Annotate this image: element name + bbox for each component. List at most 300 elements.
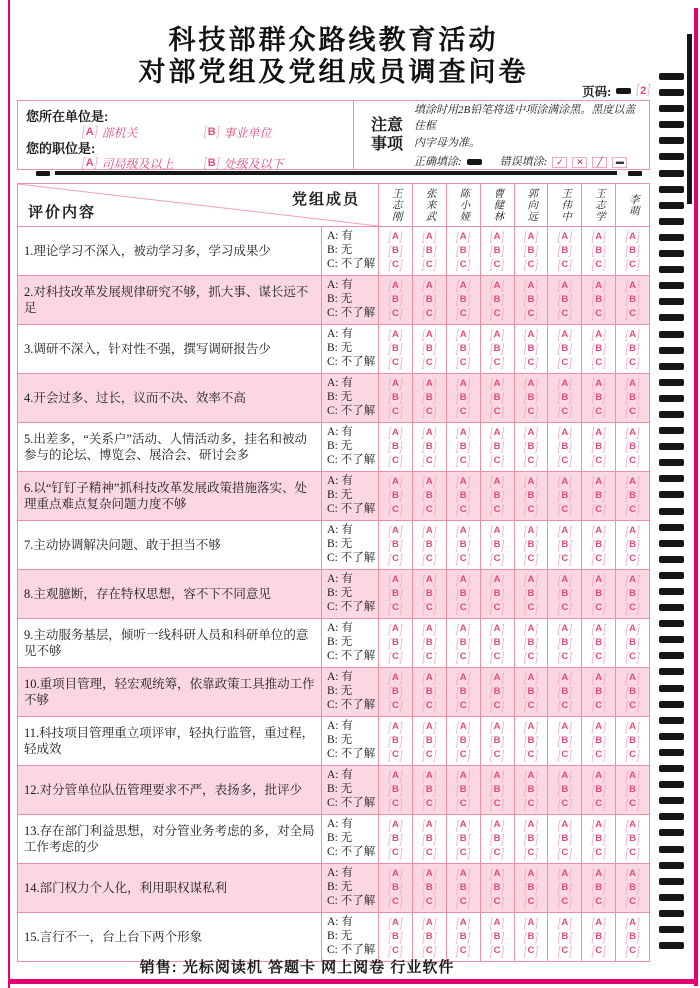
bubble-q9-m1-A[interactable]: [ A ] — [388, 621, 403, 635]
bubble-q8-m3-A[interactable]: [ A ] — [456, 572, 471, 586]
bubble-q10-m6-C[interactable]: [ C ] — [557, 698, 572, 712]
bubble-q8-m8-B[interactable]: [ B ] — [625, 586, 640, 600]
bubble-q12-m7-C[interactable]: [ C ] — [591, 796, 606, 810]
bubble-q15-m8-A[interactable]: [ A ] — [625, 915, 640, 929]
bubble-q12-m6-C[interactable]: [ C ] — [557, 796, 572, 810]
bubble-q4-m7-B[interactable]: [ B ] — [591, 390, 606, 404]
bubble-q2-m6-B[interactable]: [ B ] — [557, 292, 572, 306]
bubble-q5-m5-A[interactable]: [ A ] — [523, 425, 538, 439]
bubble-q10-m8-A[interactable]: [ A ] — [625, 670, 640, 684]
bubble-q5-m8-C[interactable]: [ C ] — [625, 453, 640, 467]
bubble-unit-A[interactable]: [ A ] — [82, 124, 98, 139]
bubble-q2-m2-B[interactable]: [ B ] — [422, 292, 437, 306]
bubble-q10-m8-C[interactable]: [ C ] — [625, 698, 640, 712]
bubble-q3-m4-B[interactable]: [ B ] — [490, 341, 505, 355]
bubble-q6-m2-C[interactable]: [ C ] — [422, 502, 437, 516]
bubble-q6-m5-C[interactable]: [ C ] — [523, 502, 538, 516]
bubble-q13-m3-A[interactable]: [ A ] — [456, 817, 471, 831]
bubble-q2-m8-C[interactable]: [ C ] — [625, 306, 640, 320]
bubble-q3-m4-C[interactable]: [ C ] — [490, 355, 505, 369]
bubble-q1-m7-C[interactable]: [ C ] — [591, 257, 606, 271]
bubble-q7-m8-A[interactable]: [ A ] — [625, 523, 640, 537]
bubble-q14-m2-C[interactable]: [ C ] — [422, 894, 437, 908]
bubble-q3-m4-A[interactable]: [ A ] — [490, 327, 505, 341]
bubble-q10-m5-B[interactable]: [ B ] — [523, 684, 538, 698]
bubble-q9-m7-C[interactable]: [ C ] — [591, 649, 606, 663]
bubble-q7-m2-C[interactable]: [ C ] — [422, 551, 437, 565]
bubble-q8-m4-C[interactable]: [ C ] — [490, 600, 505, 614]
bubble-q11-m4-B[interactable]: [ B ] — [490, 733, 505, 747]
bubble-q13-m5-A[interactable]: [ A ] — [523, 817, 538, 831]
bubble-q13-m6-B[interactable]: [ B ] — [557, 831, 572, 845]
bubble-q2-m6-C[interactable]: [ C ] — [557, 306, 572, 320]
bubble-q12-m7-A[interactable]: [ A ] — [591, 768, 606, 782]
bubble-q3-m8-C[interactable]: [ C ] — [625, 355, 640, 369]
bubble-q13-m5-B[interactable]: [ B ] — [523, 831, 538, 845]
bubble-q12-m3-C[interactable]: [ C ] — [456, 796, 471, 810]
bubble-q5-m1-C[interactable]: [ C ] — [388, 453, 403, 467]
bubble-q5-m2-B[interactable]: [ B ] — [422, 439, 437, 453]
bubble-q9-m8-C[interactable]: [ C ] — [625, 649, 640, 663]
bubble-q5-m4-B[interactable]: [ B ] — [490, 439, 505, 453]
bubble-q4-m8-A[interactable]: [ A ] — [625, 376, 640, 390]
bubble-q13-m5-C[interactable]: [ C ] — [523, 845, 538, 859]
bubble-q4-m6-C[interactable]: [ C ] — [557, 404, 572, 418]
bubble-q11-m5-C[interactable]: [ C ] — [523, 747, 538, 761]
bubble-q7-m2-A[interactable]: [ A ] — [422, 523, 437, 537]
bubble-q7-m5-A[interactable]: [ A ] — [523, 523, 538, 537]
bubble-q12-m5-B[interactable]: [ B ] — [523, 782, 538, 796]
bubble-q3-m8-B[interactable]: [ B ] — [625, 341, 640, 355]
bubble-q12-m1-A[interactable]: [ A ] — [388, 768, 403, 782]
bubble-q4-m2-A[interactable]: [ A ] — [422, 376, 437, 390]
bubble-q7-m1-C[interactable]: [ C ] — [388, 551, 403, 565]
bubble-q2-m5-B[interactable]: [ B ] — [523, 292, 538, 306]
bubble-q1-m3-A[interactable]: [ A ] — [456, 229, 471, 243]
bubble-q4-m3-B[interactable]: [ B ] — [456, 390, 471, 404]
bubble-q11-m5-B[interactable]: [ B ] — [523, 733, 538, 747]
bubble-q2-m2-C[interactable]: [ C ] — [422, 306, 437, 320]
bubble-q10-m3-C[interactable]: [ C ] — [456, 698, 471, 712]
bubble-q11-m1-B[interactable]: [ B ] — [388, 733, 403, 747]
bubble-q14-m1-C[interactable]: [ C ] — [388, 894, 403, 908]
bubble-q12-m8-C[interactable]: [ C ] — [625, 796, 640, 810]
bubble-q14-m4-A[interactable]: [ A ] — [490, 866, 505, 880]
bubble-q4-m4-C[interactable]: [ C ] — [490, 404, 505, 418]
bubble-q12-m6-B[interactable]: [ B ] — [557, 782, 572, 796]
bubble-q3-m2-C[interactable]: [ C ] — [422, 355, 437, 369]
unit-option-B[interactable] — [204, 124, 326, 141]
bubble-q2-m8-B[interactable]: [ B ] — [625, 292, 640, 306]
bubble-q4-m6-A[interactable]: [ A ] — [557, 376, 572, 390]
bubble-q2-m2-A[interactable]: [ A ] — [422, 278, 437, 292]
bubble-q15-m7-C[interactable]: [ C ] — [591, 943, 606, 957]
bubble-q4-m1-A[interactable]: [ A ] — [388, 376, 403, 390]
bubble-q7-m5-C[interactable]: [ C ] — [523, 551, 538, 565]
bubble-q12-m1-B[interactable]: [ B ] — [388, 782, 403, 796]
bubble-q15-m1-A[interactable]: [ A ] — [388, 915, 403, 929]
bubble-q8-m7-B[interactable]: [ B ] — [591, 586, 606, 600]
bubble-q1-m5-A[interactable]: [ A ] — [523, 229, 538, 243]
bubble-q15-m8-B[interactable]: [ B ] — [625, 929, 640, 943]
bubble-q8-m1-A[interactable]: [ A ] — [388, 572, 403, 586]
bubble-q15-m4-B[interactable]: [ B ] — [490, 929, 505, 943]
bubble-q9-m2-B[interactable]: [ B ] — [422, 635, 437, 649]
bubble-unit-B[interactable]: [ B ] — [204, 124, 220, 139]
bubble-q15-m5-C[interactable]: [ C ] — [523, 943, 538, 957]
bubble-q15-m3-C[interactable]: [ C ] — [456, 943, 471, 957]
bubble-q1-m3-B[interactable]: [ B ] — [456, 243, 471, 257]
bubble-q13-m1-C[interactable]: [ C ] — [388, 845, 403, 859]
bubble-q8-m1-C[interactable]: [ C ] — [388, 600, 403, 614]
bubble-q10-m1-A[interactable]: [ A ] — [388, 670, 403, 684]
bubble-q14-m3-C[interactable]: [ C ] — [456, 894, 471, 908]
bubble-q9-m4-B[interactable]: [ B ] — [490, 635, 505, 649]
bubble-q3-m7-B[interactable]: [ B ] — [591, 341, 606, 355]
bubble-q1-m2-B[interactable]: [ B ] — [422, 243, 437, 257]
bubble-q8-m5-A[interactable]: [ A ] — [523, 572, 538, 586]
bubble-q15-m4-C[interactable]: [ C ] — [490, 943, 505, 957]
bubble-q7-m7-B[interactable]: [ B ] — [591, 537, 606, 551]
bubble-q7-m8-B[interactable]: [ B ] — [625, 537, 640, 551]
bubble-q10-m1-B[interactable]: [ B ] — [388, 684, 403, 698]
bubble-q14-m7-B[interactable]: [ B ] — [591, 880, 606, 894]
bubble-q10-m2-B[interactable]: [ B ] — [422, 684, 437, 698]
bubble-q7-m7-A[interactable]: [ A ] — [591, 523, 606, 537]
bubble-q14-m2-B[interactable]: [ B ] — [422, 880, 437, 894]
bubble-q5-m7-C[interactable]: [ C ] — [591, 453, 606, 467]
bubble-q8-m5-B[interactable]: [ B ] — [523, 586, 538, 600]
bubble-q1-m6-A[interactable]: [ A ] — [557, 229, 572, 243]
bubble-q15-m4-A[interactable]: [ A ] — [490, 915, 505, 929]
bubble-q7-m2-B[interactable]: [ B ] — [422, 537, 437, 551]
bubble-q8-m7-A[interactable]: [ A ] — [591, 572, 606, 586]
bubble-q5-m4-C[interactable]: [ C ] — [490, 453, 505, 467]
bubble-q10-m3-A[interactable]: [ A ] — [456, 670, 471, 684]
bubble-q7-m3-A[interactable]: [ A ] — [456, 523, 471, 537]
bubble-q1-m8-B[interactable]: [ B ] — [625, 243, 640, 257]
bubble-q15-m7-A[interactable]: [ A ] — [591, 915, 606, 929]
bubble-q11-m6-B[interactable]: [ B ] — [557, 733, 572, 747]
bubble-q4-m5-B[interactable]: [ B ] — [523, 390, 538, 404]
bubble-q7-m6-A[interactable]: [ A ] — [557, 523, 572, 537]
bubble-q4-m3-C[interactable]: [ C ] — [456, 404, 471, 418]
bubble-q1-m6-C[interactable]: [ C ] — [557, 257, 572, 271]
bubble-q7-m3-C[interactable]: [ C ] — [456, 551, 471, 565]
bubble-q5-m2-C[interactable]: [ C ] — [422, 453, 437, 467]
bubble-q9-m6-B[interactable]: [ B ] — [557, 635, 572, 649]
bubble-q3-m2-B[interactable]: [ B ] — [422, 341, 437, 355]
bubble-q9-m2-A[interactable]: [ A ] — [422, 621, 437, 635]
bubble-q13-m7-A[interactable]: [ A ] — [591, 817, 606, 831]
bubble-q9-m5-A[interactable]: [ A ] — [523, 621, 538, 635]
bubble-q14-m5-B[interactable]: [ B ] — [523, 880, 538, 894]
bubble-q3-m7-C[interactable]: [ C ] — [591, 355, 606, 369]
bubble-q15-m1-C[interactable]: [ C ] — [388, 943, 403, 957]
bubble-q11-m4-C[interactable]: [ C ] — [490, 747, 505, 761]
bubble-q15-m1-B[interactable]: [ B ] — [388, 929, 403, 943]
bubble-q14-m6-B[interactable]: [ B ] — [557, 880, 572, 894]
bubble-q12-m8-B[interactable]: [ B ] — [625, 782, 640, 796]
bubble-q4-m5-A[interactable]: [ A ] — [523, 376, 538, 390]
bubble-q1-m2-A[interactable]: [ A ] — [422, 229, 437, 243]
bubble-q8-m3-C[interactable]: [ C ] — [456, 600, 471, 614]
bubble-q7-m1-A[interactable]: [ A ] — [388, 523, 403, 537]
bubble-q11-m3-C[interactable]: [ C ] — [456, 747, 471, 761]
bubble-q5-m3-A[interactable]: [ A ] — [456, 425, 471, 439]
bubble-q8-m5-C[interactable]: [ C ] — [523, 600, 538, 614]
bubble-q9-m1-B[interactable]: [ B ] — [388, 635, 403, 649]
bubble-q6-m2-A[interactable]: [ A ] — [422, 474, 437, 488]
bubble-q12-m8-A[interactable]: [ A ] — [625, 768, 640, 782]
bubble-q10-m5-C[interactable]: [ C ] — [523, 698, 538, 712]
bubble-q13-m8-A[interactable]: [ A ] — [625, 817, 640, 831]
bubble-q1-m2-C[interactable]: [ C ] — [422, 257, 437, 271]
bubble-q15-m8-C[interactable]: [ C ] — [625, 943, 640, 957]
bubble-q8-m8-A[interactable]: [ A ] — [625, 572, 640, 586]
bubble-q10-m3-B[interactable]: [ B ] — [456, 684, 471, 698]
bubble-q1-m4-B[interactable]: [ B ] — [490, 243, 505, 257]
bubble-q3-m1-C[interactable]: [ C ] — [388, 355, 403, 369]
bubble-q6-m4-B[interactable]: [ B ] — [490, 488, 505, 502]
bubble-q3-m6-C[interactable]: [ C ] — [557, 355, 572, 369]
bubble-q6-m6-A[interactable]: [ A ] — [557, 474, 572, 488]
bubble-q11-m2-C[interactable]: [ C ] — [422, 747, 437, 761]
bubble-q4-m6-B[interactable]: [ B ] — [557, 390, 572, 404]
bubble-q1-m1-C[interactable]: [ C ] — [388, 257, 403, 271]
bubble-q7-m1-B[interactable]: [ B ] — [388, 537, 403, 551]
bubble-q2-m8-A[interactable]: [ A ] — [625, 278, 640, 292]
bubble-q5-m2-A[interactable]: [ A ] — [422, 425, 437, 439]
bubble-q9-m4-C[interactable]: [ C ] — [490, 649, 505, 663]
bubble-q5-m6-A[interactable]: [ A ] — [557, 425, 572, 439]
bubble-q1-m7-B[interactable]: [ B ] — [591, 243, 606, 257]
bubble-q1-m4-A[interactable]: [ A ] — [490, 229, 505, 243]
bubble-q2-m7-C[interactable]: [ C ] — [591, 306, 606, 320]
bubble-q9-m3-A[interactable]: [ A ] — [456, 621, 471, 635]
bubble-q5-m3-C[interactable]: [ C ] — [456, 453, 471, 467]
bubble-q6-m1-C[interactable]: [ C ] — [388, 502, 403, 516]
bubble-q14-m6-A[interactable]: [ A ] — [557, 866, 572, 880]
bubble-q13-m3-B[interactable]: [ B ] — [456, 831, 471, 845]
bubble-q12-m5-C[interactable]: [ C ] — [523, 796, 538, 810]
bubble-q5-m3-B[interactable]: [ B ] — [456, 439, 471, 453]
bubble-q13-m6-A[interactable]: [ A ] — [557, 817, 572, 831]
bubble-q15-m5-A[interactable]: [ A ] — [523, 915, 538, 929]
bubble-q7-m4-A[interactable]: [ A ] — [490, 523, 505, 537]
bubble-q9-m6-A[interactable]: [ A ] — [557, 621, 572, 635]
bubble-q9-m7-A[interactable]: [ A ] — [591, 621, 606, 635]
bubble-q3-m6-A[interactable]: [ A ] — [557, 327, 572, 341]
bubble-q1-m6-B[interactable]: [ B ] — [557, 243, 572, 257]
bubble-q13-m4-C[interactable]: [ C ] — [490, 845, 505, 859]
bubble-q12-m4-B[interactable]: [ B ] — [490, 782, 505, 796]
bubble-q8-m7-C[interactable]: [ C ] — [591, 600, 606, 614]
bubble-q5-m8-A[interactable]: [ A ] — [625, 425, 640, 439]
bubble-q2-m5-A[interactable]: [ A ] — [523, 278, 538, 292]
bubble-q5-m5-B[interactable]: [ B ] — [523, 439, 538, 453]
bubble-q15-m5-B[interactable]: [ B ] — [523, 929, 538, 943]
bubble-q5-m7-B[interactable]: [ B ] — [591, 439, 606, 453]
bubble-q10-m6-B[interactable]: [ B ] — [557, 684, 572, 698]
bubble-q6-m3-A[interactable]: [ A ] — [456, 474, 471, 488]
bubble-q5-m5-C[interactable]: [ C ] — [523, 453, 538, 467]
bubble-q9-m8-B[interactable]: [ B ] — [625, 635, 640, 649]
bubble-q13-m2-A[interactable]: [ A ] — [422, 817, 437, 831]
bubble-q11-m8-A[interactable]: [ A ] — [625, 719, 640, 733]
bubble-q6-m7-A[interactable]: [ A ] — [591, 474, 606, 488]
bubble-q7-m6-C[interactable]: [ C ] — [557, 551, 572, 565]
bubble-q8-m6-B[interactable]: [ B ] — [557, 586, 572, 600]
bubble-q2-m1-A[interactable]: [ A ] — [388, 278, 403, 292]
bubble-q13-m4-A[interactable]: [ A ] — [490, 817, 505, 831]
bubble-q14-m8-A[interactable]: [ A ] — [625, 866, 640, 880]
bubble-q15-m2-B[interactable]: [ B ] — [422, 929, 437, 943]
bubble-q6-m4-A[interactable]: [ A ] — [490, 474, 505, 488]
bubble-q3-m6-B[interactable]: [ B ] — [557, 341, 572, 355]
bubble-q6-m3-C[interactable]: [ C ] — [456, 502, 471, 516]
bubble-q2-m4-C[interactable]: [ C ] — [490, 306, 505, 320]
bubble-q8-m6-C[interactable]: [ C ] — [557, 600, 572, 614]
bubble-q11-m2-A[interactable]: [ A ] — [422, 719, 437, 733]
bubble-q14-m6-C[interactable]: [ C ] — [557, 894, 572, 908]
bubble-q14-m5-A[interactable]: [ A ] — [523, 866, 538, 880]
bubble-q4-m4-B[interactable]: [ B ] — [490, 390, 505, 404]
bubble-q13-m4-B[interactable]: [ B ] — [490, 831, 505, 845]
bubble-q9-m8-A[interactable]: [ A ] — [625, 621, 640, 635]
bubble-q15-m2-C[interactable]: [ C ] — [422, 943, 437, 957]
bubble-q8-m2-A[interactable]: [ A ] — [422, 572, 437, 586]
bubble-q4-m2-B[interactable]: [ B ] — [422, 390, 437, 404]
bubble-q14-m4-B[interactable]: [ B ] — [490, 880, 505, 894]
bubble-q4-m2-C[interactable]: [ C ] — [422, 404, 437, 418]
bubble-q6-m5-A[interactable]: [ A ] — [523, 474, 538, 488]
bubble-q3-m2-A[interactable]: [ A ] — [422, 327, 437, 341]
bubble-q13-m8-C[interactable]: [ C ] — [625, 845, 640, 859]
bubble-q14-m7-A[interactable]: [ A ] — [591, 866, 606, 880]
bubble-q12-m1-C[interactable]: [ C ] — [388, 796, 403, 810]
bubble-q15-m6-B[interactable]: [ B ] — [557, 929, 572, 943]
bubble-q10-m1-C[interactable]: [ C ] — [388, 698, 403, 712]
bubble-q15-m2-A[interactable]: [ A ] — [422, 915, 437, 929]
bubble-q4-m4-A[interactable]: [ A ] — [490, 376, 505, 390]
bubble-q3-m8-A[interactable]: [ A ] — [625, 327, 640, 341]
bubble-q13-m2-B[interactable]: [ B ] — [422, 831, 437, 845]
bubble-q6-m1-B[interactable]: [ B ] — [388, 488, 403, 502]
bubble-q6-m2-B[interactable]: [ B ] — [422, 488, 437, 502]
bubble-q11-m3-A[interactable]: [ A ] — [456, 719, 471, 733]
bubble-q14-m3-B[interactable]: [ B ] — [456, 880, 471, 894]
bubble-q8-m2-B[interactable]: [ B ] — [422, 586, 437, 600]
bubble-q6-m8-A[interactable]: [ A ] — [625, 474, 640, 488]
bubble-q1-m4-C[interactable]: [ C ] — [490, 257, 505, 271]
bubble-q6-m7-C[interactable]: [ C ] — [591, 502, 606, 516]
bubble-q2-m4-A[interactable]: [ A ] — [490, 278, 505, 292]
unit-option-A[interactable] — [82, 124, 204, 141]
bubble-q1-m1-A[interactable]: [ A ] — [388, 229, 403, 243]
bubble-q1-m5-B[interactable]: [ B ] — [523, 243, 538, 257]
bubble-q7-m8-C[interactable]: [ C ] — [625, 551, 640, 565]
bubble-q14-m1-B[interactable]: [ B ] — [388, 880, 403, 894]
bubble-q14-m5-C[interactable]: [ C ] — [523, 894, 538, 908]
bubble-q14-m8-B[interactable]: [ B ] — [625, 880, 640, 894]
bubble-q4-m5-C[interactable]: [ C ] — [523, 404, 538, 418]
bubble-q9-m1-C[interactable]: [ C ] — [388, 649, 403, 663]
bubble-q8-m8-C[interactable]: [ C ] — [625, 600, 640, 614]
bubble-q4-m3-A[interactable]: [ A ] — [456, 376, 471, 390]
bubble-q14-m3-A[interactable]: [ A ] — [456, 866, 471, 880]
bubble-q15-m3-B[interactable]: [ B ] — [456, 929, 471, 943]
bubble-q13-m7-B[interactable]: [ B ] — [591, 831, 606, 845]
bubble-q15-m3-A[interactable]: [ A ] — [456, 915, 471, 929]
bubble-q12-m7-B[interactable]: [ B ] — [591, 782, 606, 796]
bubble-q2-m1-B[interactable]: [ B ] — [388, 292, 403, 306]
bubble-q13-m1-A[interactable]: [ A ] — [388, 817, 403, 831]
bubble-q12-m2-C[interactable]: [ C ] — [422, 796, 437, 810]
bubble-q11-m5-A[interactable]: [ A ] — [523, 719, 538, 733]
bubble-q8-m4-B[interactable]: [ B ] — [490, 586, 505, 600]
bubble-q6-m8-B[interactable]: [ B ] — [625, 488, 640, 502]
page-number-bubble[interactable]: [ 2 ] — [636, 83, 650, 98]
bubble-position-B[interactable]: [ B ] — [204, 155, 220, 170]
bubble-q6-m6-B[interactable]: [ B ] — [557, 488, 572, 502]
bubble-q9-m5-C[interactable]: [ C ] — [523, 649, 538, 663]
bubble-q12-m5-A[interactable]: [ A ] — [523, 768, 538, 782]
bubble-q3-m1-B[interactable]: [ B ] — [388, 341, 403, 355]
bubble-q6-m4-C[interactable]: [ C ] — [490, 502, 505, 516]
bubble-q5-m4-A[interactable]: [ A ] — [490, 425, 505, 439]
bubble-q11-m6-A[interactable]: [ A ] — [557, 719, 572, 733]
bubble-q12-m2-A[interactable]: [ A ] — [422, 768, 437, 782]
bubble-q6-m1-A[interactable]: [ A ] — [388, 474, 403, 488]
bubble-q15-m6-A[interactable]: [ A ] — [557, 915, 572, 929]
bubble-q14-m4-C[interactable]: [ C ] — [490, 894, 505, 908]
bubble-q7-m6-B[interactable]: [ B ] — [557, 537, 572, 551]
bubble-q2-m6-A[interactable]: [ A ] — [557, 278, 572, 292]
bubble-q5-m6-C[interactable]: [ C ] — [557, 453, 572, 467]
bubble-q6-m3-B[interactable]: [ B ] — [456, 488, 471, 502]
bubble-q10-m2-A[interactable]: [ A ] — [422, 670, 437, 684]
bubble-q1-m8-C[interactable]: [ C ] — [625, 257, 640, 271]
bubble-q13-m2-C[interactable]: [ C ] — [422, 845, 437, 859]
bubble-q10-m4-B[interactable]: [ B ] — [490, 684, 505, 698]
bubble-q9-m3-B[interactable]: [ B ] — [456, 635, 471, 649]
bubble-q4-m1-B[interactable]: [ B ] — [388, 390, 403, 404]
bubble-q3-m1-A[interactable]: [ A ] — [388, 327, 403, 341]
bubble-q11-m3-B[interactable]: [ B ] — [456, 733, 471, 747]
bubble-q11-m8-B[interactable]: [ B ] — [625, 733, 640, 747]
bubble-q7-m4-B[interactable]: [ B ] — [490, 537, 505, 551]
bubble-q11-m1-C[interactable]: [ C ] — [388, 747, 403, 761]
bubble-q1-m3-C[interactable]: [ C ] — [456, 257, 471, 271]
bubble-q5-m6-B[interactable]: [ B ] — [557, 439, 572, 453]
bubble-q1-m5-C[interactable]: [ C ] — [523, 257, 538, 271]
bubble-q2-m7-A[interactable]: [ A ] — [591, 278, 606, 292]
bubble-q2-m3-B[interactable]: [ B ] — [456, 292, 471, 306]
bubble-q6-m8-C[interactable]: [ C ] — [625, 502, 640, 516]
bubble-q10-m8-B[interactable]: [ B ] — [625, 684, 640, 698]
bubble-q3-m3-B[interactable]: [ B ] — [456, 341, 471, 355]
bubble-q7-m7-C[interactable]: [ C ] — [591, 551, 606, 565]
bubble-q11-m7-B[interactable]: [ B ] — [591, 733, 606, 747]
bubble-q14-m8-C[interactable]: [ C ] — [625, 894, 640, 908]
bubble-position-A[interactable]: [ A ] — [82, 155, 98, 170]
bubble-q3-m3-A[interactable]: [ A ] — [456, 327, 471, 341]
bubble-q1-m1-B[interactable]: [ B ] — [388, 243, 403, 257]
bubble-q10-m4-A[interactable]: [ A ] — [490, 670, 505, 684]
bubble-q8-m6-A[interactable]: [ A ] — [557, 572, 572, 586]
bubble-q2-m3-A[interactable]: [ A ] — [456, 278, 471, 292]
